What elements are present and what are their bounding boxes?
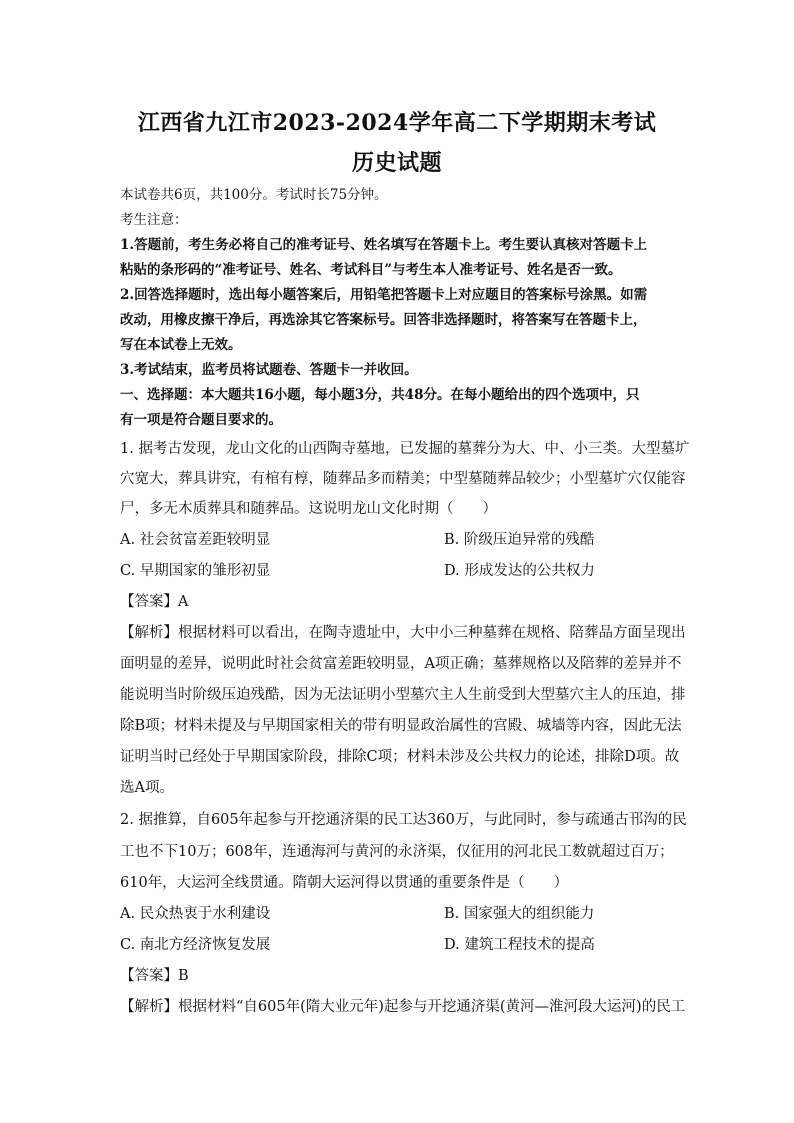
question-1-analysis: 能说明当时阶级压迫残酷，因为无法证明小型墓穴主人生前受到大型墓穴主人的压迫，排 bbox=[120, 687, 686, 703]
question-1-option-c: C. 早期国家的雏形初显 bbox=[120, 563, 271, 579]
notice-heading: 考生注意： bbox=[120, 212, 188, 228]
question-1-analysis: 面明显的差异，说明此时社会贫富差距较明显，A项正确；墓葬规格以及陪葬的差异并不 bbox=[120, 656, 682, 672]
question-2-option-a: A. 民众热衷于水利建设 bbox=[120, 906, 271, 922]
question-1-analysis: 选A项。 bbox=[120, 780, 174, 796]
notice-line: 改动，用橡皮擦干净后，再选涂其它答案标号。回答非选择题时，将答案写在答题卡上， bbox=[120, 312, 647, 328]
document-subtitle: 历史试题 bbox=[351, 150, 442, 176]
question-1-option-a: A. 社会贫富差距较明显 bbox=[120, 532, 271, 548]
question-1-stem: 1. 据考古发现，龙山文化的山西陶寺墓地，已发掘的墓葬分为大、中、小三类。大型墓圹 bbox=[120, 441, 690, 457]
question-2-option-b: B. 国家强大的组织能力 bbox=[444, 906, 595, 922]
notice-line: 2.回答选择题时，选出每小题答案后，用铅笔把答题卡上对应题目的答案标号涂黑。如需 bbox=[120, 287, 648, 303]
question-2-stem: 2. 据推算，自605年起参与开挖通济渠的民工达360万，与此同时，参与疏通古邗沟的民 bbox=[120, 812, 687, 828]
exam-info-line: 本试卷共6页，共100分。考试时长75分钟。 bbox=[120, 187, 388, 203]
question-2-option-c: C. 南北方经济恢复发展 bbox=[120, 937, 271, 953]
notice-line: 写在本试卷上无效。 bbox=[120, 337, 242, 353]
question-1-option-d: D. 形成发达的公共权力 bbox=[444, 563, 595, 579]
question-2-answer: 【答案】B bbox=[120, 968, 189, 984]
question-1-option-b: B. 阶级压迫异常的残酷 bbox=[444, 532, 595, 548]
question-2-stem: 工也不下10万；608年，连通海河与黄河的永济渠，仅征用的河北民工数就超过百万； bbox=[120, 844, 674, 860]
question-1-analysis: 证明当时已经处于早期国家阶段，排除C项；材料未涉及公共权力的论述，排除D项。故 bbox=[120, 749, 680, 765]
question-2-stem: 610年，大运河全线贯通。隋朝大运河得以贯通的重要条件是（ ） bbox=[120, 875, 569, 891]
section-heading: 一、选择题：本大题共16小题，每小题3分，共48分。在每小题给出的四个选项中，只 bbox=[120, 387, 640, 403]
question-1-analysis: 除B项；材料未提及与早期国家相关的带有明显政治属性的宫殿、城墙等内容，因此无法 bbox=[120, 718, 682, 734]
document-title: 江西省九江市2023-2024学年高二下学期期末考试 bbox=[137, 110, 657, 136]
question-2-analysis: 【解析】根据材料“自605年(隋大业元年)起参与开挖通济渠(黄河—淮河段大运河)的民工 bbox=[120, 999, 686, 1015]
notice-line: 1.答题前，考生务必将自己的准考证号、姓名填写在答题卡上。考生要认真核对答题卡上 bbox=[120, 237, 648, 253]
notice-line: 3.考试结束，监考员将试题卷、答题卡一并收回。 bbox=[120, 362, 418, 378]
question-2-option-d: D. 建筑工程技术的提高 bbox=[444, 937, 595, 953]
section-heading: 有一项是符合题目要求的。 bbox=[120, 412, 282, 428]
question-1-stem: 穴宽大，葬具讲究，有棺有椁，随葬品多而精美；中型墓随葬品较少；小型墓圹穴仅能容 bbox=[120, 471, 686, 487]
question-1-answer: 【答案】A bbox=[120, 594, 189, 610]
question-1-stem: 尸，多无木质葬具和随葬品。这说明龙山文化时期（ ） bbox=[120, 501, 497, 517]
question-1-analysis: 【解析】根据材料可以看出，在陶寺遗址中，大中小三种墓葬在规格、陪葬品方面呈现出 bbox=[120, 625, 686, 641]
notice-line: 粘贴的条形码的“准考证号、姓名、考试科目”与考生本人准考证号、姓名是否一致。 bbox=[120, 262, 622, 278]
